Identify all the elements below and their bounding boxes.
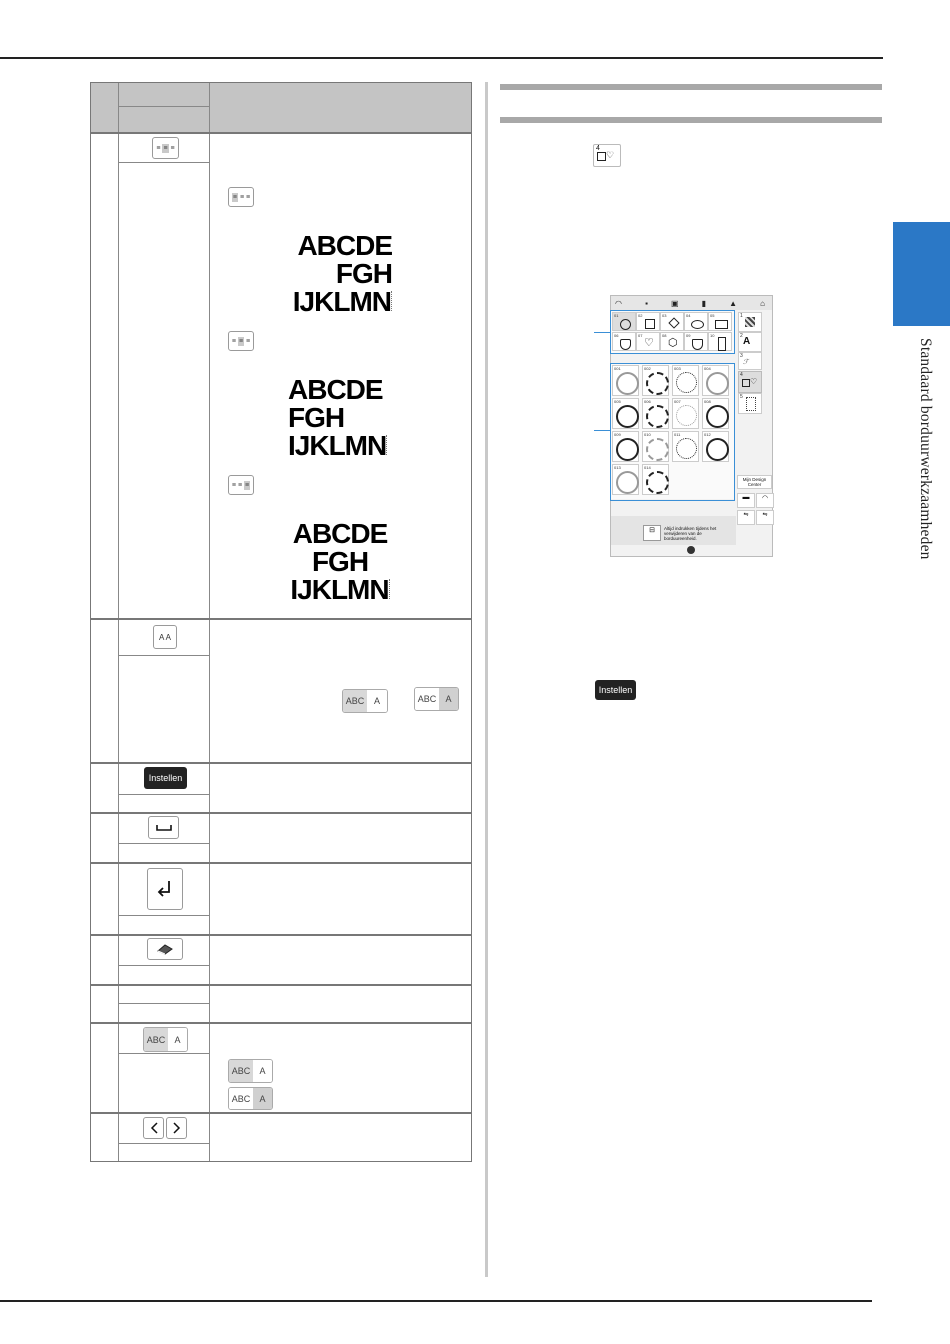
set-button-inline: Instellen [595, 680, 636, 700]
usb-lock-button[interactable] [756, 510, 774, 525]
text-align-button[interactable]: ≡ ≡ ≡ [152, 137, 179, 159]
abc-right: A [367, 690, 387, 712]
release-icon: ⊟ [649, 527, 655, 534]
abc-left: ABC [144, 1028, 168, 1051]
square-icon [597, 152, 606, 161]
shape-heart[interactable]: 07 ♡ [636, 332, 660, 351]
shape-label: 03 [662, 313, 667, 318]
document-icon: ▪ [645, 298, 648, 308]
chevron-left-icon [150, 1122, 158, 1134]
heart-icon: ♡ [750, 377, 758, 386]
abc-right: A [253, 1060, 272, 1082]
row-line [91, 984, 471, 986]
mirror-text-icon: A A [158, 632, 171, 642]
frame-label: 008 [704, 399, 711, 404]
category-5-button[interactable] [738, 393, 762, 414]
subrow-line [119, 915, 209, 916]
shape-label: 10 [710, 333, 715, 338]
frame-label: 014 [644, 465, 651, 470]
unit-release-button[interactable] [643, 525, 661, 541]
section-bar [500, 84, 882, 90]
shape-selection-highlight [610, 310, 735, 354]
callout-line [594, 332, 610, 333]
frame-label: 004 [704, 366, 711, 371]
category-2-button[interactable] [738, 332, 762, 352]
subrow-line [119, 1003, 209, 1004]
abc-left: ABC [415, 688, 439, 710]
wifi-icon: ◠ [761, 495, 769, 502]
chapter-tab [893, 222, 950, 326]
frame-label: 009 [614, 432, 621, 437]
abc-icon-active [414, 687, 459, 711]
machine-button[interactable] [737, 493, 755, 508]
row-line [91, 934, 471, 936]
table-col-line-2 [209, 83, 210, 1161]
chevron-right-icon [173, 1122, 181, 1134]
frame-label: 010 [644, 432, 651, 437]
subrow-line [119, 1143, 209, 1144]
abc-icon-active [228, 1087, 273, 1110]
next-button[interactable] [166, 1117, 187, 1139]
abc-right: A [168, 1028, 187, 1051]
category-number: 5 [740, 394, 743, 400]
shape-label: 02 [638, 313, 643, 318]
callout-line [594, 430, 610, 431]
top-rule [0, 57, 883, 59]
demo-line: FGH [311, 546, 369, 577]
frame-label: 012 [704, 432, 711, 437]
subrow-line [119, 162, 209, 163]
enter-button[interactable] [147, 868, 183, 910]
frame-label: 001 [614, 366, 621, 371]
align-demo-2 [288, 376, 400, 460]
row-line [91, 1112, 471, 1114]
subrow-line [119, 1053, 209, 1054]
subrow-line [119, 965, 209, 966]
my-design-center-button[interactable] [737, 475, 772, 489]
align-center-icon: ≡ ≡ ≡ [228, 331, 254, 351]
header-sub-line [119, 106, 209, 107]
row-line [91, 618, 471, 620]
square-icon [742, 379, 750, 387]
pattern-icon [745, 317, 755, 327]
table-header [91, 83, 471, 133]
row-line [91, 762, 471, 764]
shape-label: 04 [686, 313, 691, 318]
lock-icon: ▲ [729, 298, 738, 308]
usb-lock-icon: ⇋ [762, 512, 768, 518]
align-demo-3 [284, 520, 396, 604]
frame-pattern-icon [746, 397, 756, 411]
chapter-title: Standaard borduurwerkzaamheden [917, 338, 934, 560]
delete-button[interactable] [147, 938, 183, 960]
shape-label: 07 [638, 333, 643, 338]
frame-label: 011 [674, 432, 681, 437]
frame-label: 007 [674, 399, 681, 404]
abc-icon-inactive [342, 689, 388, 713]
prev-button[interactable] [143, 1117, 164, 1139]
row-line [91, 862, 471, 864]
text-mode-button[interactable] [143, 1027, 188, 1052]
usb-button[interactable] [737, 510, 755, 525]
frame-label: 005 [614, 399, 621, 404]
demo-line: IJKLMN [290, 574, 389, 605]
frame-selection-highlight [610, 363, 735, 501]
enter-icon [157, 880, 173, 898]
shape-label: 01 [614, 313, 619, 318]
demo-line: FGH [335, 258, 392, 289]
abc-icon-inactive [228, 1059, 273, 1083]
thread-icon: ▮ [701, 298, 707, 308]
frame-label: 003 [674, 366, 681, 371]
wireless-button[interactable] [756, 493, 774, 508]
my-design-center-label: Mijn Design Center [742, 477, 767, 487]
demo-line: ABCDE [292, 518, 388, 549]
script-icon: ℱ [743, 359, 749, 366]
category-1-button[interactable] [738, 312, 762, 332]
frame-label: 006 [644, 399, 651, 404]
home-icon: ⌂ [760, 298, 765, 308]
category-4-button[interactable] [738, 371, 762, 393]
scroll-down-icon[interactable] [687, 546, 695, 554]
frame-category-button [593, 144, 621, 167]
demo-line: FGH [288, 402, 345, 433]
help-icon: ▣ [670, 298, 679, 308]
row-line [91, 1022, 471, 1024]
space-icon [156, 824, 172, 832]
shape-label: 08 [662, 333, 667, 338]
space-button[interactable] [148, 816, 179, 839]
category-3-button[interactable] [738, 352, 762, 370]
abc-left: ABC [229, 1088, 253, 1109]
subrow-line [119, 843, 209, 844]
usb-icon: ⇋ [743, 512, 749, 518]
demo-line: IJKLMN [292, 286, 391, 317]
demo-line: ABCDE [288, 374, 383, 405]
shape-hexagon[interactable]: 08 ⬡ [660, 332, 684, 351]
frame-label: 013 [614, 465, 621, 470]
demo-line: ABCDE [297, 230, 392, 261]
shape-label: 06 [614, 333, 619, 338]
align-demo-1 [280, 232, 392, 316]
wifi-icon: ◠ [615, 298, 622, 308]
category-number: 2 [740, 333, 743, 339]
demo-line: IJKLMN [288, 430, 387, 461]
header-bottom-line [91, 132, 471, 134]
category-number: 4 [596, 145, 600, 152]
bottom-rule [0, 1300, 872, 1302]
heart-icon: ♡ [606, 150, 615, 160]
machine-icon: ▬ [742, 494, 750, 501]
message-text: Altijd indrukken tijdens het verwijderen van de borduureenheid. [664, 526, 717, 541]
column-separator [485, 82, 488, 1277]
table-col-line-1 [118, 83, 119, 1161]
abc-left: ABC [229, 1060, 253, 1082]
align-right-icon: ≡ ≡ ≡ [228, 475, 254, 495]
subrow-line [119, 655, 209, 656]
eraser-icon [156, 943, 174, 955]
row-line [91, 812, 471, 814]
set-button[interactable]: Instellen [144, 767, 187, 789]
category-number: 4 [740, 372, 743, 378]
frame-label: 002 [644, 366, 651, 371]
align-left-icon: ≡ ≡ ≡ [228, 187, 254, 207]
category-number: 1 [740, 313, 743, 319]
category-number: 3 [740, 353, 743, 359]
abc-right: A [253, 1088, 272, 1109]
shape-label: 05 [710, 313, 715, 318]
shape-label: 09 [686, 333, 691, 338]
abc-right: A [439, 688, 458, 710]
mirror-text-button[interactable] [153, 625, 177, 649]
subsection-bar [500, 117, 882, 123]
abc-left: ABC [343, 690, 367, 712]
screen-toolbar [615, 297, 765, 309]
subrow-line [119, 794, 209, 795]
letter-icon: A [743, 336, 751, 347]
